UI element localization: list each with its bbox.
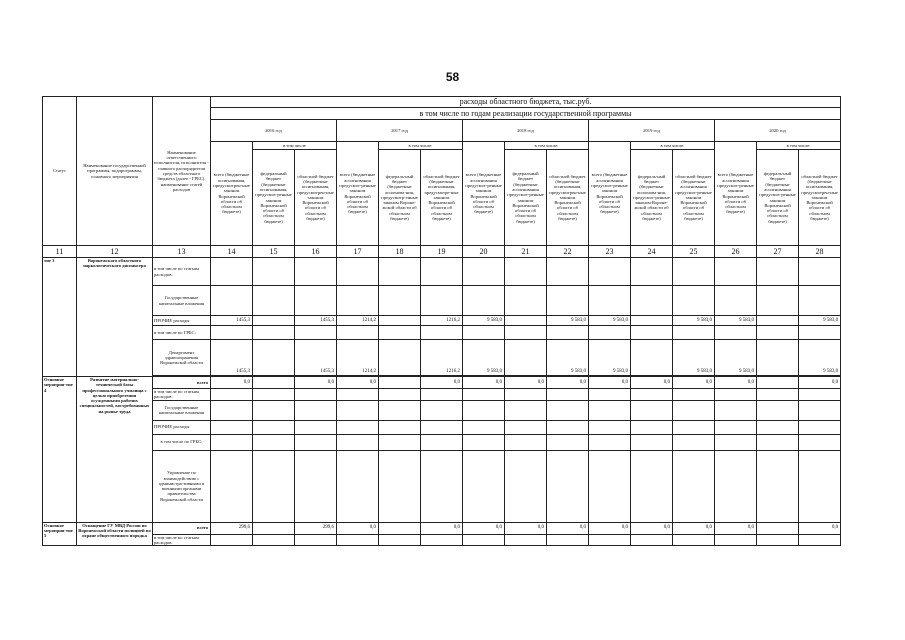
- header-total-2019: всего (бюджетные ассигнования предусмот-ренные законом Воронежской области об областном бюджете): [589, 142, 631, 246]
- value-cell: 1455,3: [211, 316, 253, 326]
- value-cell: 1455,3: [295, 316, 337, 326]
- header-federal-2018: федеральный бюджет (бюджетные ассигнования предусмот-ренные законом Воронежской области об областном бюджете): [505, 150, 547, 246]
- column-number-22: 22: [547, 246, 589, 258]
- value-cell: 0,0: [463, 377, 505, 389]
- value-cell: 0,0: [505, 522, 547, 534]
- value-cell: 0,0: [337, 377, 379, 389]
- value-cell: 1214,2: [337, 340, 379, 376]
- section2-total-row: [43, 377, 841, 389]
- value-cell: [253, 316, 295, 326]
- section1-status: тие 3: [43, 258, 77, 377]
- header-regional-2018: областной бюджет (бюджетные ассигнования, предусмотрен-ные законом Воронежской области об областном бюджете): [547, 150, 589, 246]
- column-number-24: 24: [631, 246, 673, 258]
- value-cell: [253, 377, 295, 389]
- value-cell: 0,0: [211, 377, 253, 389]
- section1-dept-label: Департамент здравоохранения Воронежской области: [153, 340, 211, 376]
- budget-table: [42, 96, 841, 546]
- header-incl-2018: в том числе:: [505, 142, 589, 150]
- section1-other-label: ПРОЧИЕ расходы: [153, 316, 211, 326]
- value-cell: 0,0: [799, 522, 841, 534]
- header-federal-2020: федераль-ный бюджет (бюджетные ассигнования предусмот-ренные законом Воронежской области об областном бюджете): [757, 150, 799, 246]
- header-executor: Наименование ответственного исполнителя, исполнителя - главного распорядителя средств областного бюджета (далее - ГРБС), наименование статей расходов: [153, 97, 211, 246]
- column-number-21: 21: [505, 246, 547, 258]
- header-regional-2016: областной бюджет (бюджетные ассигнования, предусмотрен-ные законом Воронежской области об областном бюджете): [295, 150, 337, 246]
- section1-incl-label: в том числе по статьям расходов:: [153, 258, 211, 286]
- column-number-28: 28: [799, 246, 841, 258]
- value-cell: 0,0: [337, 522, 379, 534]
- section1-capital-label: Государственные капитальные вложения: [153, 286, 211, 316]
- value-cell: [757, 340, 799, 376]
- header-total-2020: всего (бюджетные ассигнования предусмот-ренные законом Воронежской области об областном бюджете): [715, 142, 757, 246]
- column-number-13: 13: [153, 246, 211, 258]
- value-cell: [505, 340, 547, 376]
- section1-grbs-label: в том числе по ГРБС:: [153, 326, 211, 340]
- header-regional-2017: областной бюджет (бюджетные ассигнования, предусмотре-ные законом Воронежской области об областном бюджете): [421, 150, 463, 246]
- value-cell: [379, 522, 421, 534]
- header-year-2020: 2020 год: [715, 120, 841, 142]
- value-cell: 9 583,0: [463, 340, 505, 376]
- value-cell: 1455,3: [295, 340, 337, 376]
- value-cell: [505, 316, 547, 326]
- value-cell: 0,0: [673, 522, 715, 534]
- value-cell: 0,0: [715, 377, 757, 389]
- header-main-title: расходы областного бюджета, тыс.руб.: [211, 97, 841, 108]
- value-cell: [379, 316, 421, 326]
- value-cell: [379, 340, 421, 376]
- header-status: Статус: [43, 97, 77, 246]
- header-year-2018: 2018 год: [463, 120, 589, 142]
- value-cell: [379, 377, 421, 389]
- value-cell: 9 583,0: [589, 316, 631, 326]
- section3-name: Оснащение ГУ МВД России по Воронежской области полицией по охране общественного порядка: [77, 522, 153, 546]
- value-cell: 9 583,0: [589, 340, 631, 376]
- section1-name: Воронежского областного наркологического диспансера: [77, 258, 153, 377]
- value-cell: [757, 377, 799, 389]
- value-cell: 0,0: [673, 377, 715, 389]
- column-number-26: 26: [715, 246, 757, 258]
- column-number-19: 19: [421, 246, 463, 258]
- value-cell: 0,0: [589, 377, 631, 389]
- column-number-11: 11: [43, 246, 77, 258]
- value-cell: 0,0: [421, 522, 463, 534]
- value-cell: 9 583,0: [673, 340, 715, 376]
- column-number-18: 18: [379, 246, 421, 258]
- value-cell: 9 583,0: [799, 340, 841, 376]
- value-cell: 9 583,0: [673, 316, 715, 326]
- column-number-15: 15: [253, 246, 295, 258]
- header-federal-2016: федеральный бюджет (бюджетные ассигнования, предусмот-ренные законом Воронежской области об областном бюджете): [253, 150, 295, 246]
- value-cell: 0,0: [715, 522, 757, 534]
- column-number-20: 20: [463, 246, 505, 258]
- section1-dept-row: [43, 340, 841, 376]
- value-cell: 0,0: [295, 377, 337, 389]
- header-incl-2020: в том числе:: [757, 142, 841, 150]
- value-cell: 0,0: [505, 377, 547, 389]
- value-cell: 0,0: [631, 522, 673, 534]
- value-cell: 0,0: [589, 522, 631, 534]
- column-numbers-row: [43, 246, 841, 258]
- value-cell: 1455,3: [211, 340, 253, 376]
- value-cell: 0,0: [421, 377, 463, 389]
- section2-other-label: ПРОЧИЕ расходы: [153, 420, 211, 434]
- section2-incl-label: в том числе по статьям расходов:: [153, 389, 211, 401]
- value-cell: [253, 522, 295, 534]
- column-number-25: 25: [673, 246, 715, 258]
- column-number-16: 16: [295, 246, 337, 258]
- column-number-23: 23: [589, 246, 631, 258]
- section3-total-row: [43, 522, 841, 534]
- header-incl-2019: в том числе:: [631, 142, 715, 150]
- header-subtitle: в том числе по годам реализации государственной программы: [211, 108, 841, 120]
- value-cell: 9 583,0: [547, 340, 589, 376]
- value-cell: 9 583,0: [715, 316, 757, 326]
- value-cell: 9 583,0: [463, 316, 505, 326]
- header-year-2016: 2016 год: [211, 120, 337, 142]
- value-cell: 299,6: [211, 522, 253, 534]
- header-regional-2019: областной бюджет (бюджетные ассигнования предусмот-ренные законом Воронежской области об областном бюджете): [673, 150, 715, 246]
- section3-status: Основное мероприя-тие 5: [43, 522, 77, 546]
- header-total-2017: всего (бюджетные ассигнования предусмот-ренные законом Воронежской области об областном бюджете): [337, 142, 379, 246]
- header-name: Наименование государственной программы, подпрограммы, основного мероприятия: [77, 97, 153, 246]
- value-cell: [631, 340, 673, 376]
- value-cell: 9 583,0: [715, 340, 757, 376]
- value-cell: 1216,2: [421, 316, 463, 326]
- value-cell: 299,6: [295, 522, 337, 534]
- page-number: 58: [445, 70, 460, 84]
- section2-total-label: всего: [153, 377, 211, 389]
- header-federal-2017: федераль-ный бюджет (бюджетные ассигнова-ния, предусмотр-енные законом Вороне-жской области об областном бюджете): [379, 150, 421, 246]
- value-cell: 0,0: [799, 377, 841, 389]
- header-total-2016: всего (бюджетные ассигнования, предусмотрен-ные законом Воронежской области об областном бюджете): [211, 142, 253, 246]
- section3-total-label: всего: [153, 522, 211, 534]
- value-cell: 1214,2: [337, 316, 379, 326]
- column-number-17: 17: [337, 246, 379, 258]
- value-cell: 9 583,0: [799, 316, 841, 326]
- header-federal-2019: федераль-ный бюджет (бюджетные ассигнова-ния, предусмот-ренные законом Вороне-жской области об областном бюджете): [631, 150, 673, 246]
- header-year-2019: 2019 год: [589, 120, 715, 142]
- section2-grbs-label: в том числе по ГРБС:: [153, 434, 211, 450]
- section2-capital-label: Государственные капитальные вложения: [153, 400, 211, 420]
- header-regional-2020: областной бюджет (бюджетные ассигнования, предусмотрен-ные законом Воронежской области об областном бюджете): [799, 150, 841, 246]
- section2-dept-label: Управление по взаимодействию с администра-тивными и военными органами правительства Воронежской области: [153, 450, 211, 522]
- section2-status: Основное мероприя-тие 4: [43, 377, 77, 523]
- header-year-2017: 2017 год: [337, 120, 463, 142]
- value-cell: [253, 340, 295, 376]
- header-incl-2017: в том числе:: [379, 142, 463, 150]
- value-cell: [757, 316, 799, 326]
- value-cell: 0,0: [547, 377, 589, 389]
- column-number-27: 27: [757, 246, 799, 258]
- value-cell: 0,0: [463, 522, 505, 534]
- value-cell: 0,0: [547, 522, 589, 534]
- section1-other-row: [43, 316, 841, 326]
- header-incl-2016: в том числе: [253, 142, 337, 150]
- value-cell: 9 583,0: [547, 316, 589, 326]
- column-number-14: 14: [211, 246, 253, 258]
- section3-incl-label: в том числе по статьям расходов:: [153, 534, 211, 546]
- value-cell: [757, 522, 799, 534]
- column-number-12: 12: [77, 246, 153, 258]
- value-cell: [631, 316, 673, 326]
- section2-name: Развитие материально-технической базы профессионального училища с целью приобретения осужденными рабочих специальностей, востребованных на рынке труда: [77, 377, 153, 523]
- value-cell: 1216,2: [421, 340, 463, 376]
- value-cell: 0,0: [631, 377, 673, 389]
- header-total-2018: всего (бюджетные ассигнования предусмот-ренные законом Воронежской области об областном бюджете): [463, 142, 505, 246]
